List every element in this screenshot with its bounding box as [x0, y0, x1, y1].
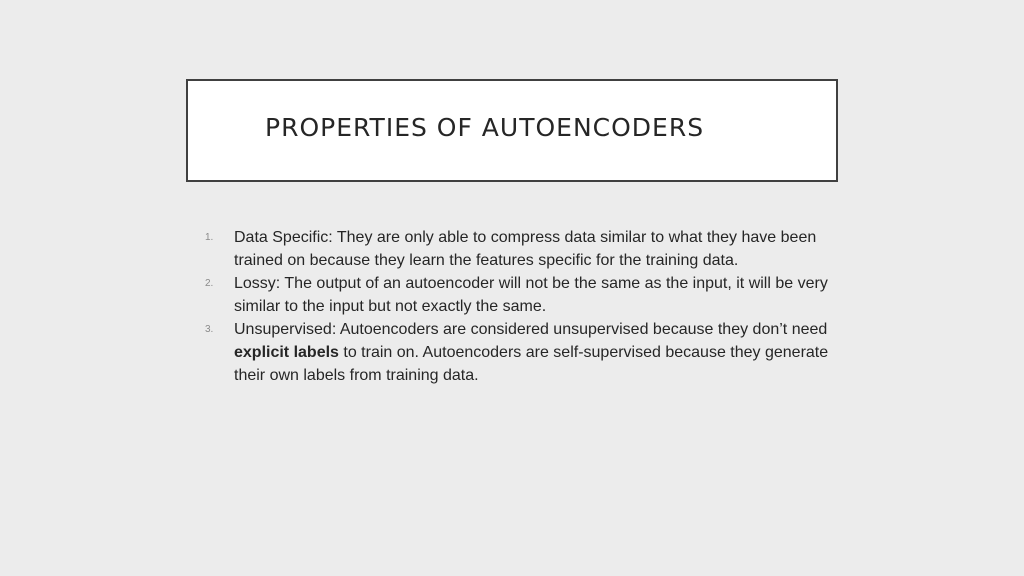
list-number: 2.	[205, 278, 214, 289]
list-item	[205, 272, 845, 318]
point-text: Data Specific: They are only able to compress data similar to what they have been trained on because they learn the features specific for the training data.	[234, 229, 817, 269]
list-item	[205, 226, 845, 272]
properties-list	[205, 226, 845, 387]
list-number: 1.	[205, 232, 214, 243]
slide-title: PROPERTIES OF AUTOENCODERS	[265, 113, 705, 142]
list-item	[205, 318, 845, 387]
point-text: Lossy: The output of an autoencoder will not be the same as the input, it will be very similar to the input but not exactly the same.	[234, 275, 828, 315]
list-number: 3.	[205, 324, 214, 335]
title-box	[186, 79, 838, 182]
point-text-start: Unsupervised: Autoencoders are considered unsupervised because they don’t need	[234, 321, 828, 338]
point-text-end: to train on. Autoencoders are self-supervised because they generate their own labels from training data.	[234, 344, 829, 384]
bold-term: explicit labels	[234, 344, 339, 361]
